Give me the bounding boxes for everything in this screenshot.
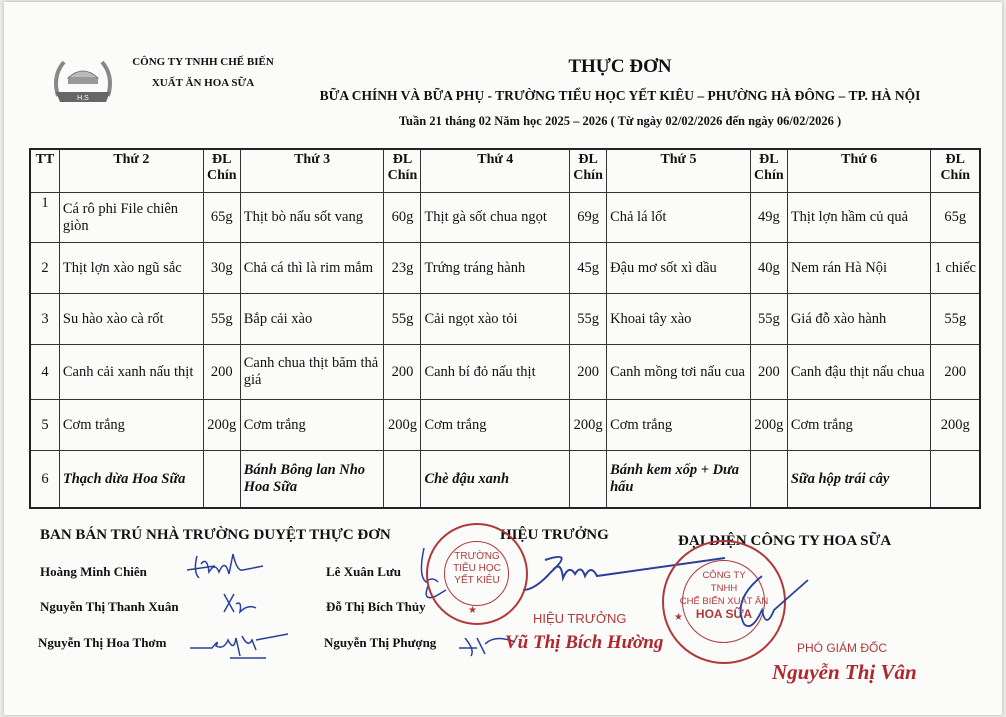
- dish-fri: Nem rán Hà Nội: [787, 243, 931, 294]
- snack-mon: Thạch dừa Hoa Sữa: [59, 451, 203, 509]
- table-row: [30, 243, 980, 294]
- dish-mon: Cơm trắng: [59, 400, 203, 451]
- snack-wed: Chè đậu xanh: [421, 451, 570, 509]
- dish-tue: Bắp cải xào: [240, 294, 384, 345]
- qty-mon: 200: [203, 345, 240, 400]
- qty-thu: 200: [750, 345, 787, 400]
- snack-fri: Sữa hộp trái cây: [787, 451, 931, 509]
- row-number: 2: [30, 243, 59, 294]
- table-row: [30, 294, 980, 345]
- col-header-qty-tue: ĐL Chín: [384, 149, 421, 193]
- qty-fri: 55g: [931, 294, 980, 345]
- row-number: 6: [30, 451, 59, 509]
- qty-mon: 200g: [203, 400, 240, 451]
- stamp-text: TIỂU HỌC: [453, 563, 501, 574]
- row-number: 5: [30, 400, 59, 451]
- signature-scribble-icon: [190, 628, 290, 662]
- dish-tue: Cơm trắng: [240, 400, 384, 451]
- col-header-fri: Thứ 6: [787, 149, 931, 193]
- qty-fri: 200g: [931, 400, 980, 451]
- qty-fri: 1 chiếc: [931, 243, 980, 294]
- company-rep-name: Nguyễn Thị Vân: [772, 660, 917, 684]
- qty-wed: 200g: [570, 400, 607, 451]
- page-subtitle: BỮA CHÍNH VÀ BỮA PHỤ - TRƯỜNG TIỂU HỌC YẾT KIÊU – PHƯỜNG HÀ ĐÔNG – TP. HÀ NỘI: [319, 88, 921, 103]
- qty-thu: 200g: [750, 400, 787, 451]
- col-header-thu: Thứ 5: [607, 149, 751, 193]
- qty-wed: 45g: [570, 243, 607, 294]
- col-header-tt: TT: [30, 149, 59, 193]
- dish-fri: Thịt lợn hầm củ quả: [787, 193, 931, 243]
- qty-mon: 30g: [203, 243, 240, 294]
- dish-tue: Canh chua thịt băm thả giá: [240, 345, 384, 400]
- company-name: [118, 52, 288, 94]
- qty-thu: 49g: [750, 193, 787, 243]
- company-logo-icon: [50, 56, 116, 106]
- signature-scribble-icon: [220, 590, 260, 620]
- table-row: [30, 193, 980, 243]
- board-approval-title: BAN BÁN TRÚ NHÀ TRƯỜNG DUYỆT THỰC ĐƠN: [40, 527, 391, 543]
- board-member-6: Nguyễn Thị Phượng: [324, 635, 437, 650]
- dish-mon: Cá rô phi File chiên giòn: [59, 193, 203, 243]
- qty-tue: 200: [384, 345, 421, 400]
- dish-thu: Canh mồng tơi nấu cua: [607, 345, 751, 400]
- dish-fri: Giá đỗ xào hành: [787, 294, 931, 345]
- dish-tue: Chả cá thì là rim mắm: [240, 243, 384, 294]
- star-icon: ★: [674, 612, 683, 623]
- menu-table: [29, 148, 981, 509]
- table-row: [30, 345, 980, 400]
- svg-text:H.S: H.S: [77, 95, 89, 102]
- qty-thu: [750, 451, 787, 509]
- row-number: 1: [30, 193, 59, 243]
- qty-wed: [570, 451, 607, 509]
- company-name-line1: CÔNG TY TNHH CHẾ BIẾN: [132, 56, 274, 68]
- dish-thu: Khoai tây xào: [607, 294, 751, 345]
- qty-wed: 55g: [570, 294, 607, 345]
- stamp-text: HOA SỮA: [695, 607, 753, 621]
- col-header-qty-mon: ĐL Chín: [203, 149, 240, 193]
- board-member-1: Hoàng Minh Chiên: [40, 564, 147, 579]
- qty-mon: [203, 451, 240, 509]
- col-header-qty-wed: ĐL Chín: [570, 149, 607, 193]
- dish-mon: Thịt lợn xào ngũ sắc: [59, 243, 203, 294]
- qty-fri: [931, 451, 980, 509]
- col-header-wed: Thứ 4: [421, 149, 570, 193]
- col-header-mon: Thứ 2: [59, 149, 203, 193]
- stamp-text: CÔNG TY: [702, 570, 746, 581]
- dish-wed: Thịt gà sốt chua ngọt: [421, 193, 570, 243]
- qty-fri: 200: [931, 345, 980, 400]
- dish-wed: Cải ngọt xào tỏi: [421, 294, 570, 345]
- company-name-line2: XUẤT ĂN HOA SỮA: [151, 77, 255, 89]
- dish-mon: Su hào xào cà rốt: [59, 294, 203, 345]
- qty-mon: 55g: [203, 294, 240, 345]
- table-row: [30, 400, 980, 451]
- qty-tue: 55g: [384, 294, 421, 345]
- stamp-text: YẾT KIÊU: [454, 575, 500, 586]
- principal-name: Vũ Thị Bích Hường: [505, 632, 664, 653]
- board-member-2: Nguyễn Thị Thanh Xuân: [40, 599, 179, 614]
- qty-tue: [384, 451, 421, 509]
- principal-role: HIỆU TRƯỞNG: [533, 611, 627, 626]
- company-rep-title: ĐẠI DIỆN CÔNG TY HOA SỮA: [678, 533, 892, 549]
- qty-thu: 40g: [750, 243, 787, 294]
- table-header-row: [30, 149, 980, 193]
- dish-fri: Canh đậu thịt nấu chua: [787, 345, 931, 400]
- col-header-qty-thu: ĐL Chín: [750, 149, 787, 193]
- dish-mon: Canh cải xanh nấu thịt: [59, 345, 203, 400]
- board-member-3: Nguyễn Thị Hoa Thơm: [38, 635, 167, 650]
- school-stamp: [426, 523, 528, 625]
- dish-wed: Cơm trắng: [421, 400, 570, 451]
- week-range: Tuần 21 tháng 02 Năm học 2025 – 2026 ( Từ ngày 02/02/2026 đến ngày 06/02/2026 ): [398, 114, 842, 128]
- stamp-text: TNHH: [710, 583, 738, 594]
- qty-tue: 200g: [384, 400, 421, 451]
- company-signature-icon: [732, 570, 812, 640]
- board-member-4: Lê Xuân Lưu: [326, 564, 401, 579]
- dish-thu: Chả lá lốt: [607, 193, 751, 243]
- page-title: THỰC ĐƠN: [568, 56, 672, 77]
- company-rep-role: PHÓ GIÁM ĐỐC: [797, 641, 888, 655]
- stamp-text: CHẾ BIẾN XUẤT ĂN: [679, 596, 769, 607]
- qty-wed: 200: [570, 345, 607, 400]
- board-member-5: Đỗ Thị Bích Thủy: [326, 599, 426, 614]
- dish-wed: Trứng tráng hành: [421, 243, 570, 294]
- qty-tue: 60g: [384, 193, 421, 243]
- snack-tue: Bánh Bông lan Nho Hoa Sữa: [240, 451, 384, 509]
- qty-thu: 55g: [750, 294, 787, 345]
- qty-tue: 23g: [384, 243, 421, 294]
- col-header-qty-fri: ĐL Chín: [931, 149, 980, 193]
- row-number: 3: [30, 294, 59, 345]
- principal-title: HIỆU TRƯỞNG: [500, 527, 609, 543]
- col-header-tue: Thứ 3: [240, 149, 384, 193]
- row-number: 4: [30, 345, 59, 400]
- dish-fri: Cơm trắng: [787, 400, 931, 451]
- star-icon: ★: [468, 605, 477, 616]
- stamp-text: TRƯỜNG: [454, 551, 500, 562]
- signature-scribble-icon: [185, 552, 265, 584]
- qty-mon: 65g: [203, 193, 240, 243]
- dish-thu: Cơm trắng: [607, 400, 751, 451]
- table-row: [30, 451, 980, 509]
- qty-fri: 65g: [931, 193, 980, 243]
- qty-wed: 69g: [570, 193, 607, 243]
- dish-tue: Thịt bò nấu sốt vang: [240, 193, 384, 243]
- dish-wed: Canh bí đỏ nấu thịt: [421, 345, 570, 400]
- snack-thu: Bánh kem xốp + Dưa hấu: [607, 451, 751, 509]
- dish-thu: Đậu mơ sốt xì dầu: [607, 243, 751, 294]
